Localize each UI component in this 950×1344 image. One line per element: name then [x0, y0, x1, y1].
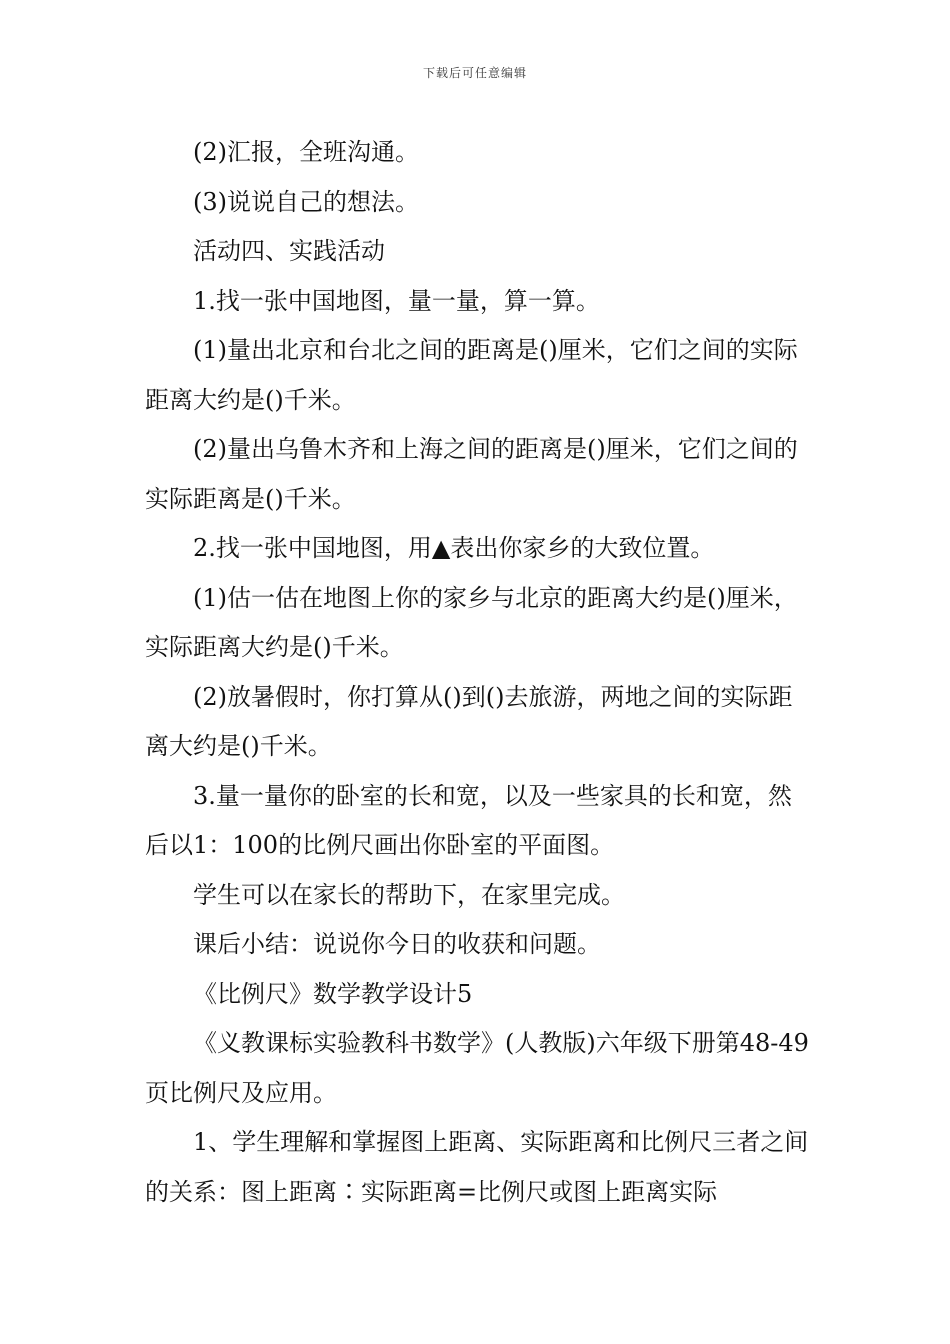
- paragraph: (3)说说自己的想法。: [193, 187, 419, 216]
- paragraph: (1)估一估在地图上你的家乡与北京的距离大约是()厘米，实际距离大约是()千米。: [145, 583, 798, 661]
- section-heading: 活动四、实践活动: [193, 237, 385, 265]
- paragraph: 3.量一量你的卧室的长和宽，以及一些家具的长和宽，然后以1：100的比例尺画出你卧室的平面图。: [145, 781, 792, 859]
- paragraph: 学生可以在家长的帮助下，在家里完成。: [193, 880, 625, 909]
- paragraph: 2.找一张中国地图，用▲表出你家乡的大致位置。: [193, 534, 715, 562]
- document-body: [145, 128, 810, 1217]
- paragraph: (1)量出北京和台北之间的距离是()厘米，它们之间的实际距离大约是()千米。: [145, 336, 798, 414]
- paragraph: 1.找一张中国地图，量一量，算一算。: [193, 286, 600, 315]
- paragraph: 课后小结：说说你今日的收获和问题。: [193, 930, 601, 958]
- paragraph: 1、学生理解和掌握图上距离、实际距离和比例尺三者之间的关系：图上距离∶实际距离=比例尺或图上距离实际: [145, 1128, 809, 1206]
- paragraph: (2)放暑假时，你打算从()到()去旅游，两地之间的实际距离大约是()千米。: [145, 682, 793, 760]
- paragraph: 《义教课标实验教科书数学》(人教版)六年级下册第48-49页比例尺及应用。: [145, 1029, 809, 1107]
- paragraph: (2)汇报，全班沟通。: [193, 138, 419, 166]
- section-title: 《比例尺》数学教学设计5: [193, 979, 473, 1008]
- page-header: 下载后可任意编辑: [422, 66, 527, 80]
- paragraph: (2)量出乌鲁木齐和上海之间的距离是()厘米，它们之间的实际距离是()千米。: [145, 435, 798, 513]
